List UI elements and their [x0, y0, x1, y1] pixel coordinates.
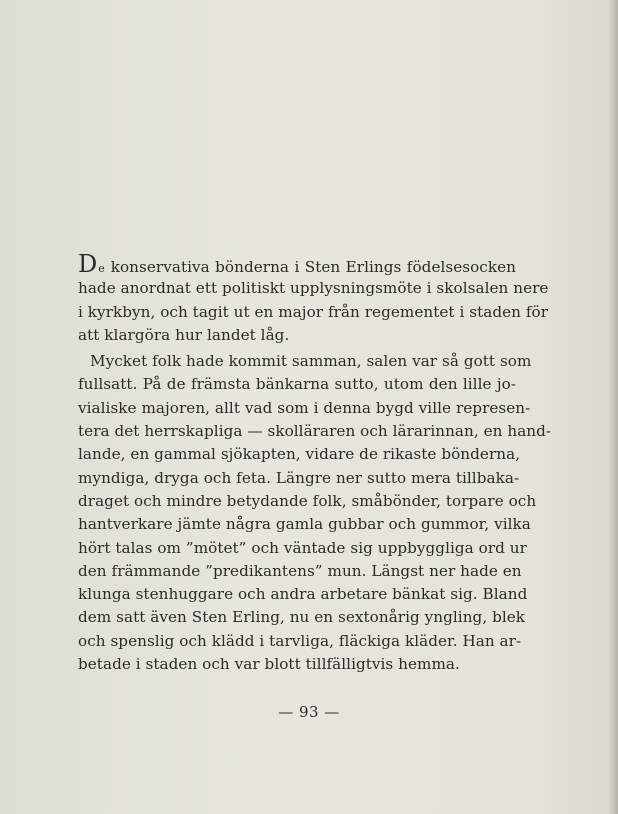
- text-line: draget och mindre betydande folk, småbönder, torpare och: [78, 491, 537, 510]
- page-number: — 93 —: [278, 703, 340, 721]
- line-text: konservativa bönderna i Sten Erlings födelsesocken: [105, 258, 516, 276]
- page-edge-shadow: [608, 0, 618, 814]
- text-line: klunga stenhuggare och andra arbetare bänkat sig. Bland: [78, 585, 528, 604]
- paragraph-2: [78, 350, 552, 676]
- text-line: hade anordnat ett politiskt upplysningsmöte i skolsalen nere: [78, 279, 549, 298]
- text-line: hört talas om ”mötet” och väntade sig uppbyggliga ord ur: [78, 538, 527, 557]
- paragraph-1: [78, 250, 549, 347]
- text-line: vialiske majoren, allt vad som i denna bygd ville represen-: [78, 398, 531, 417]
- text-line: i kyrkbyn, och tagit ut en major från regementet i staden för: [78, 302, 549, 321]
- text-line: tera det herrskapliga — skolläraren och lärarinnan, en hand-: [78, 422, 552, 441]
- text-line: fullsatt. På de främsta bänkarna sutto, utom den lille jo-: [78, 375, 516, 394]
- text-line: hantverkare jämte några gamla gubbar och gummor, vilka: [78, 515, 531, 534]
- text-line: Mycket folk hade kommit samman, salen var så gott som: [90, 352, 532, 371]
- first-word-rest: e: [98, 262, 106, 275]
- text-line: lande, en gammal sjökapten, vidare de rikaste bönderna,: [78, 445, 521, 464]
- drop-cap: D: [78, 250, 98, 278]
- text-line: dem satt även Sten Erling, nu en sextonårig yngling, blek: [78, 608, 526, 627]
- text-line: [78, 250, 516, 278]
- text-line: den främmande ”predikantens” mun. Längst ner hade en: [78, 561, 522, 580]
- text-line: och spenslig och klädd i tarvliga, fläckiga kläder. Han ar-: [78, 631, 522, 650]
- text-line: att klargöra hur landet låg.: [78, 325, 290, 344]
- body-text: [78, 250, 552, 676]
- text-line: myndiga, dryga och feta. Längre ner sutto mera tillbaka-: [78, 468, 520, 487]
- text-line: betade i staden och var blott tillfälligtvis hemma.: [78, 655, 460, 674]
